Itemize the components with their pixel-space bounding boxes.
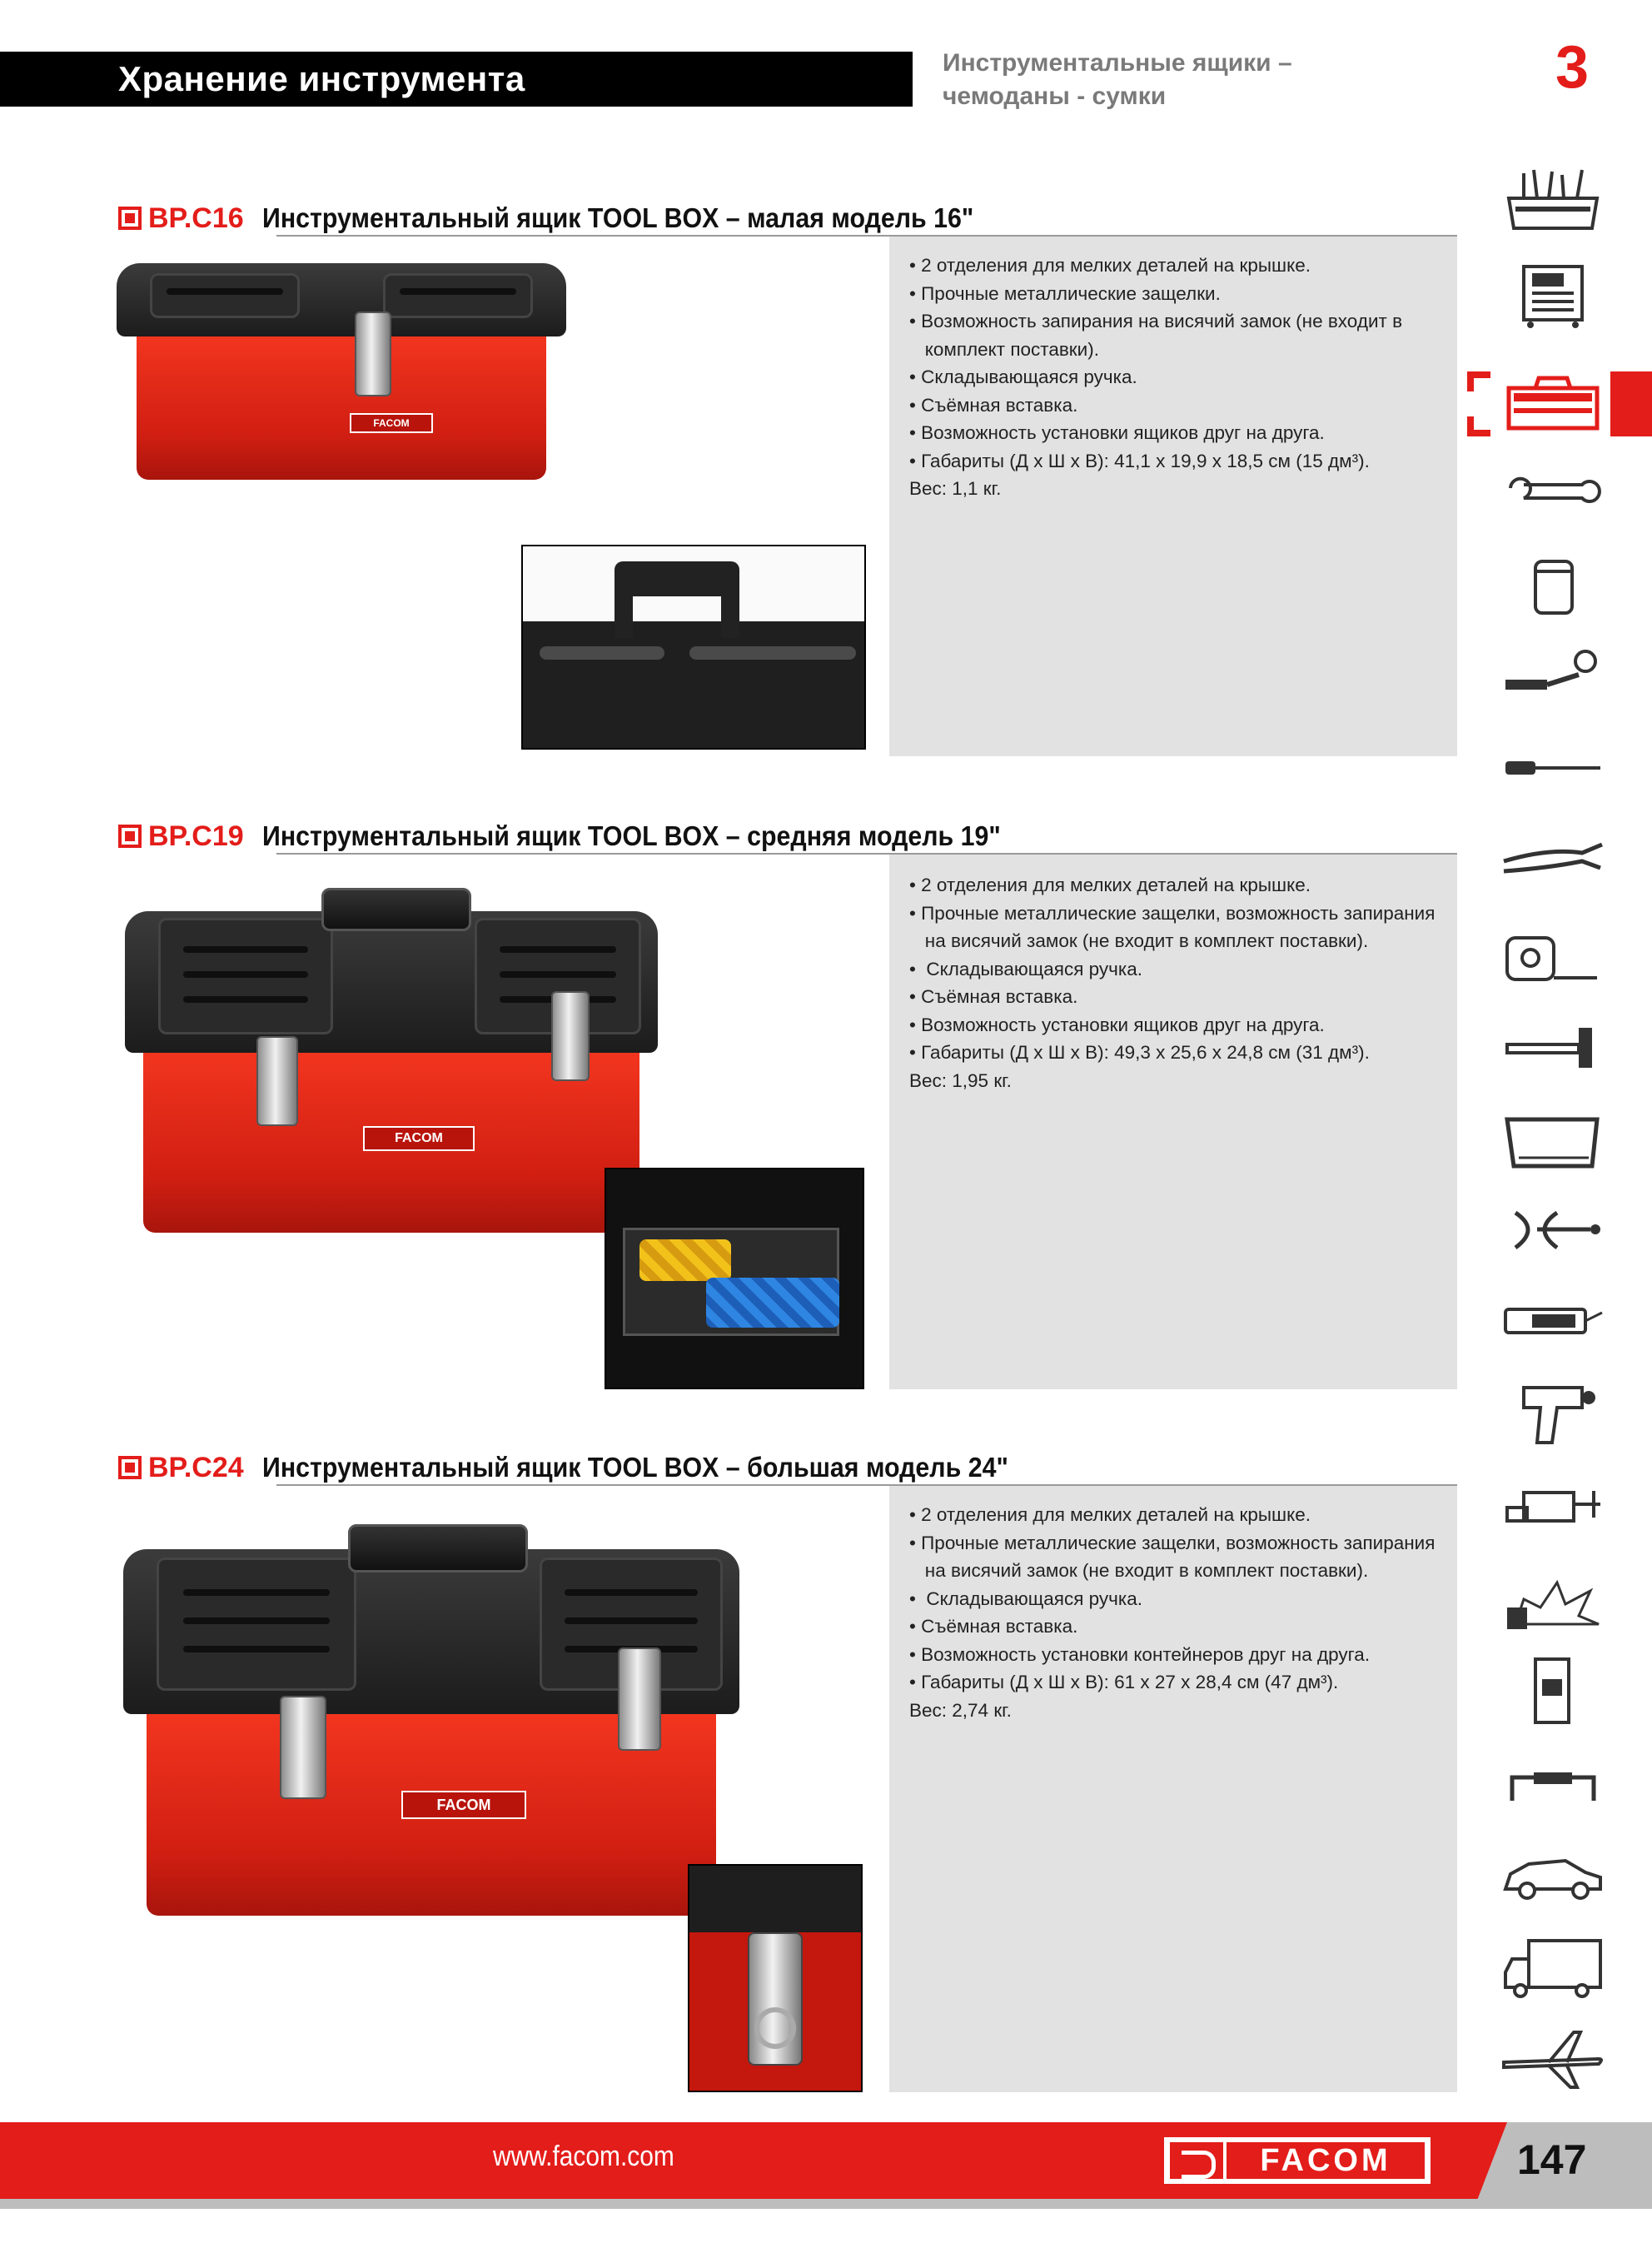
section-heading-bpc16 — [118, 200, 1035, 237]
toolbox-medium-image — [125, 888, 658, 1233]
feature-item: • Возможность установки ящиков друг на друга. — [909, 422, 1325, 443]
circuit-breaker-icon[interactable] — [1499, 1657, 1607, 1724]
feature-item: • Складывающаяся ручка. — [909, 958, 1142, 979]
product-code: BP.C24 — [148, 1451, 244, 1483]
tool-tray-icon[interactable] — [1499, 165, 1607, 232]
product-code: BP.C19 — [148, 820, 244, 852]
footer-bottom-strip — [0, 2199, 1652, 2209]
feature-item: • 2 отделения для мелких деталей на крышке. — [909, 255, 1311, 276]
feature-item: на висячий замок (не входит в комплект поставки). — [909, 1560, 1369, 1581]
feature-item: • Габариты (Д х Ш х В): 49,3 х 25,6 х 24,8 см (31 дм³). — [909, 1042, 1370, 1063]
feature-item: • Габариты (Д х Ш х В): 41,1 х 19,9 х 18,5 см (15 дм³). — [909, 450, 1370, 471]
product-title: Инструментальный ящик TOOL BOX – большая модель 24" — [261, 1452, 1008, 1483]
ratchet-icon[interactable] — [1499, 641, 1607, 708]
section-marker-icon — [118, 825, 142, 848]
feature-item: • Складывающаяся ручка. — [909, 366, 1137, 387]
page-title: Хранение инструмента — [118, 59, 525, 98]
feature-list — [909, 871, 1450, 1094]
combination-wrench-icon[interactable] — [1499, 460, 1607, 526]
safety-icon[interactable] — [1499, 1566, 1607, 1632]
insert-detail-image — [605, 1168, 864, 1389]
section-marker-icon — [118, 1456, 142, 1479]
product-title: Инструментальный ящик TOOL BOX – средняя модель 19" — [261, 820, 1001, 851]
feature-item: • Возможность запирания на висячий замок (не входит в — [909, 311, 1403, 331]
feature-item: комплект поставки). — [909, 338, 1099, 360]
brand-logo-label: FACOM — [350, 413, 433, 433]
hacksaw-icon[interactable] — [1499, 1108, 1607, 1174]
website-link[interactable]: www.facom.com — [493, 2141, 674, 2172]
section-marker-icon — [118, 207, 142, 230]
handle-detail-image — [521, 545, 866, 750]
feature-item: • Съёмная вставка. — [909, 394, 1078, 416]
active-marker-icon — [1465, 371, 1495, 436]
subtitle-line-2: чемоданы - сумки — [943, 82, 1167, 110]
product-code: BP.C16 — [148, 202, 244, 234]
latch-detail-image — [688, 1864, 863, 2092]
chapter-number: 3 — [1555, 34, 1590, 101]
tape-measure-icon[interactable] — [1499, 923, 1607, 989]
feature-item: • 2 отделения для мелких деталей на крышке. — [909, 1504, 1311, 1525]
subtitle-line-1: Инструментальные ящики – — [943, 49, 1292, 77]
tool-cabinet-icon[interactable] — [1499, 262, 1607, 328]
facom-wordmark: FACOM — [1227, 2142, 1425, 2179]
feature-item: • Возможность установки ящиков друг на друга. — [909, 1014, 1325, 1035]
feature-item: • Возможность установки контейнеров друг на друга. — [909, 1643, 1371, 1665]
feature-item: • 2 отделения для мелких деталей на крышке. — [909, 875, 1311, 895]
socket-icon[interactable] — [1499, 553, 1607, 620]
toolbox-small-image — [117, 263, 566, 480]
truck-icon[interactable] — [1499, 1934, 1607, 2001]
hammer-icon[interactable] — [1499, 1014, 1607, 1081]
puller-icon[interactable] — [1499, 1196, 1607, 1263]
car-icon[interactable] — [1499, 1841, 1607, 1907]
facom-mark-icon — [1170, 2142, 1223, 2179]
feature-item: • Прочные металлические защелки, возможность запирания — [909, 1532, 1436, 1553]
toolbox-large-image — [123, 1524, 739, 1916]
brand-logo-label: FACOM — [363, 1126, 475, 1151]
facom-logo — [1164, 2137, 1431, 2184]
product-title: Инструментальный ящик TOOL BOX – малая модель 16" — [261, 202, 973, 233]
screwdriver-icon[interactable] — [1499, 735, 1607, 801]
feature-item: • Прочные металлические защелки, возможность запирания — [909, 902, 1436, 924]
feature-item: • Габариты (Д х Ш х В): 61 х 27 х 28,4 см (47 дм³). — [909, 1672, 1339, 1692]
page-subtitle — [943, 47, 1376, 113]
feature-list — [909, 252, 1450, 503]
airplane-icon[interactable] — [1499, 2026, 1607, 2092]
section-heading-bpc19 — [118, 818, 1065, 855]
product-weight: Вес: 1,1 кг. — [909, 478, 1002, 499]
feature-list — [909, 1501, 1450, 1724]
feature-item: • Съёмная вставка. — [909, 1616, 1078, 1637]
product-weight: Вес: 2,74 кг. — [909, 1699, 1012, 1721]
tool-box-icon[interactable] — [1499, 371, 1607, 438]
impact-wrench-icon[interactable] — [1499, 1379, 1607, 1446]
brand-logo-label: FACOM — [401, 1791, 526, 1819]
multimeter-icon[interactable] — [1499, 1288, 1607, 1354]
product-weight: Вес: 1,95 кг. — [909, 1069, 1012, 1091]
vise-icon[interactable] — [1499, 1471, 1607, 1538]
feature-item: • Съёмная вставка. — [909, 986, 1078, 1007]
pliers-icon[interactable] — [1499, 828, 1607, 895]
page-number: 147 — [1517, 2136, 1587, 2183]
feature-item: на висячий замок (не входит в комплект поставки). — [909, 930, 1369, 951]
section-heading-bpc24 — [118, 1449, 1072, 1486]
active-tab-indicator — [1610, 371, 1652, 436]
spring-clamp-icon[interactable] — [1499, 1749, 1607, 1816]
feature-item: • Прочные металлические защелки. — [909, 282, 1221, 304]
feature-item: • Складывающаяся ручка. — [909, 1588, 1142, 1609]
